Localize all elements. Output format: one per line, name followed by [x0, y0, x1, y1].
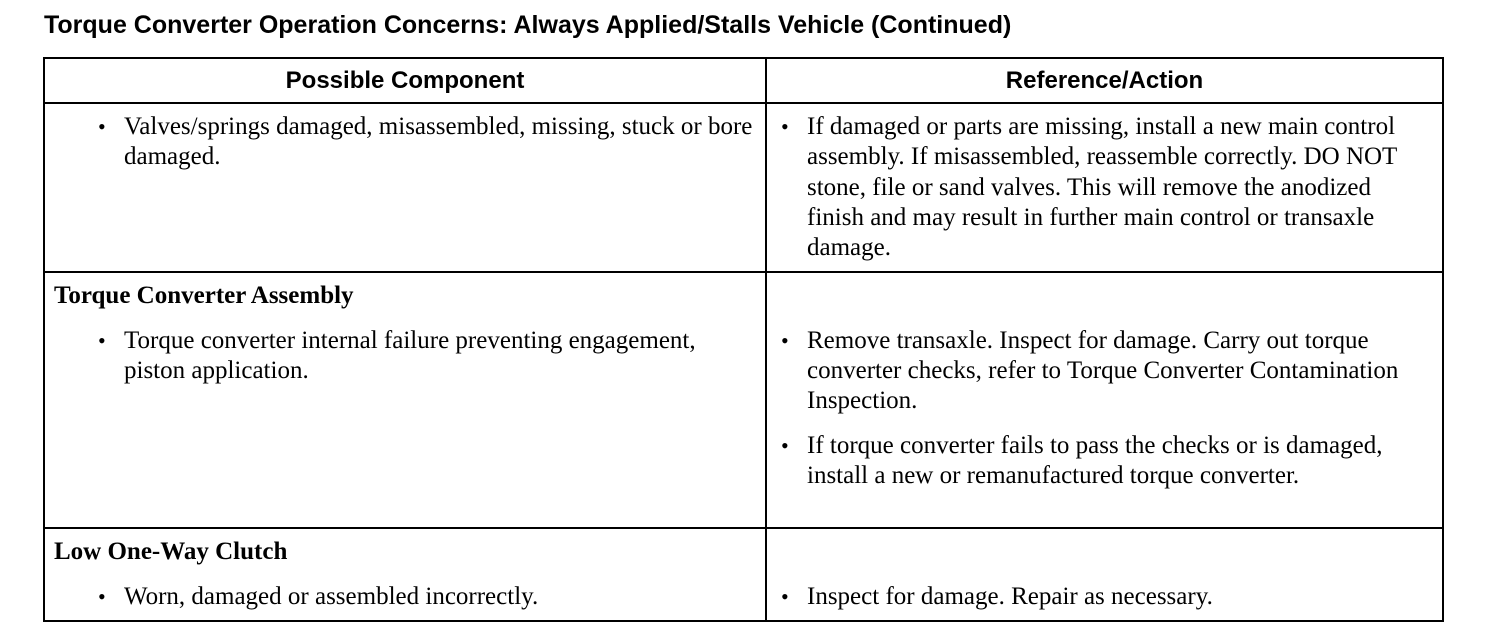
table-header-row — [44, 58, 1443, 103]
component-bullet — [54, 326, 755, 387]
bullet-icon: • — [781, 114, 789, 139]
component-text: Valves/springs damaged, misassembled, missing, stuck or bore damaged. — [124, 113, 753, 171]
page-title: Torque Converter Operation Concerns: Always Applied/Stalls Vehicle (Continued) — [44, 11, 1012, 39]
section-title: Low One-Way Clutch — [54, 538, 288, 566]
component-text: Worn, damaged or assembled incorrectly. — [124, 582, 539, 610]
bullet-icon: • — [781, 583, 789, 609]
bullet-icon: • — [98, 327, 106, 353]
section-title: Torque Converter Assembly — [54, 282, 354, 310]
header-possible-component: Possible Component — [44, 58, 766, 103]
component-cell — [44, 528, 766, 621]
bullet-icon: • — [98, 114, 106, 139]
header-reference-action: Reference/Action — [766, 58, 1443, 103]
action-bullet — [781, 326, 1428, 417]
action-cell — [766, 528, 1443, 621]
table-row — [44, 103, 1443, 272]
bullet-icon: • — [781, 327, 789, 353]
bullet-icon: • — [98, 583, 106, 609]
component-bullet — [54, 582, 755, 612]
action-bullet — [781, 431, 1428, 492]
bullet-icon: • — [781, 432, 789, 458]
component-text: Torque converter internal failure preventing engagement, piston application. — [124, 326, 696, 385]
component-cell — [44, 103, 766, 272]
action-cell — [766, 272, 1443, 528]
component-bullet — [54, 112, 755, 173]
table-row — [44, 272, 1443, 528]
action-text: Remove transaxle. Inspect for damage. Carry out torque converter checks, refer to Torque Converter Contamination Inspection. — [807, 326, 1399, 415]
action-text: If damaged or parts are missing, install a new main control assembly. If misassembled, reassemble correctly. DO NOT stone, file or sand valves. This will remove the anodized finish and may result in further main control or transaxle damage. — [807, 113, 1397, 262]
action-bullet — [781, 582, 1428, 612]
component-cell — [44, 272, 766, 528]
action-text: If torque converter fails to pass the checks or is damaged, install a new or remanufactured torque converter. — [807, 431, 1383, 489]
action-text: Inspect for damage. Repair as necessary. — [807, 582, 1213, 610]
action-bullet — [781, 112, 1428, 263]
concerns-table — [43, 57, 1444, 622]
action-cell — [766, 103, 1443, 272]
table-row — [44, 528, 1443, 621]
